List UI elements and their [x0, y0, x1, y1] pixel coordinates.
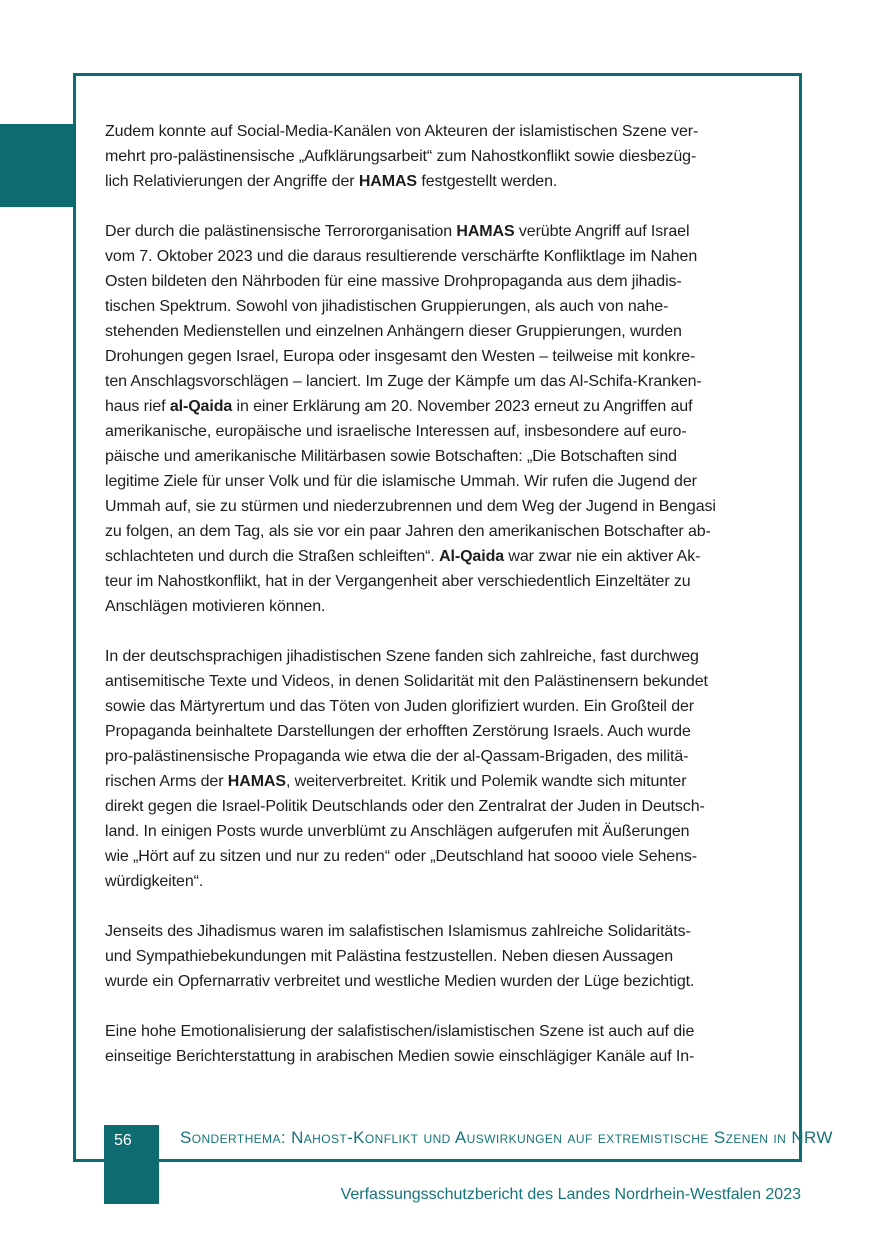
text-line: stehenden Medienstellen und einzelnen Anhängern dieser Gruppierungen, wurden — [105, 323, 682, 340]
text-line: sowie das Märtyrertum und das Töten von Juden glorifiziert wurden. Ein Großteil der — [105, 698, 695, 715]
text-line: amerikanische, europäische und israelische Interessen auf, insbesondere auf euro- — [105, 423, 687, 440]
text-line: In der deutschsprachigen jihadistischen Szene fanden sich zahlreiche, fast durchweg — [105, 648, 699, 665]
text-line: antisemitische Texte und Videos, in denen Solidarität mit den Palästinensern bekundet — [105, 673, 708, 690]
text-line: direkt gegen die Israel-Politik Deutschlands oder den Zentralrat der Juden in Deutsch- — [105, 798, 705, 815]
text-line: Zudem konnte auf Social-Media-Kanälen von Akteuren der islamistischen Szene ver- — [105, 123, 699, 140]
text-line: Ummah auf, sie zu stürmen und niederzubrennen und dem Weg der Jugend in Bengasi — [105, 498, 716, 515]
paragraph — [105, 919, 781, 994]
page-number-box — [104, 1125, 159, 1204]
paragraph — [105, 644, 781, 894]
text-line: land. In einigen Posts wurde unverblümt zu Anschlägen aufgerufen mit Äußerungen — [105, 823, 690, 840]
text-line: teur im Nahostkonflikt, hat in der Vergangenheit aber verschiedentlich Einzeltäter zu — [105, 573, 691, 590]
page-number: 56 — [114, 1132, 132, 1149]
text-line: Der durch die palästinensische Terrororganisation HAMAS verübte Angriff auf Israel — [105, 223, 690, 240]
text-line: ten Anschlagsvorschlägen – lanciert. Im Zuge der Kämpfe um das Al-Schifa-Kranken- — [105, 373, 702, 390]
text-line: zu folgen, an dem Tag, als sie vor ein paar Jahren den amerikanischen Botschafter ab- — [105, 523, 711, 540]
text-line: Drohungen gegen Israel, Europa oder insgesamt den Westen – teilweise mit konkre- — [105, 348, 696, 365]
text-line: Propaganda beinhaltete Darstellungen der erhofften Zerstörung Israels. Auch wurde — [105, 723, 691, 740]
chapter-side-tab — [0, 124, 74, 207]
text-line: legitime Ziele für unser Volk und für die islamische Ummah. Wir rufen die Jugend der — [105, 473, 697, 490]
text-line: rischen Arms der HAMAS, weiterverbreitet. Kritik und Polemik wandte sich mitunter — [105, 773, 687, 790]
text-line: pro-palästinensische Propaganda wie etwa die der al-Qassam-Brigaden, des militä- — [105, 748, 689, 765]
body-text — [105, 119, 781, 1069]
text-line: haus rief al-Qaida in einer Erklärung am 20. November 2023 erneut zu Angriffen auf — [105, 398, 693, 415]
text-line: vom 7. Oktober 2023 und die daraus resultierende verschärfte Konfliktlage im Nahen — [105, 248, 698, 265]
text-line: lich Relativierungen der Angriffe der HAMAS festgestellt werden. — [105, 173, 558, 190]
text-line: schlachteten und durch die Straßen schleiften“. Al-Qaida war zwar nie ein aktiver Ak- — [105, 548, 701, 565]
text-line: päische und amerikanische Militärbasen sowie Botschaften: „Die Botschaften sind — [105, 448, 677, 465]
footer-report-title: Verfassungsschutzbericht des Landes Nordrhein-Westfalen 2023 — [340, 1186, 801, 1203]
text-line: tischen Spektrum. Sowohl von jihadistischen Gruppierungen, als auch von nahe- — [105, 298, 669, 315]
text-line: würdigkeiten“. — [105, 873, 204, 890]
footer-section-title: Sonderthema: Nahost-Konflikt und Auswirkungen auf extremistische Szenen in NRW — [180, 1128, 833, 1147]
text-line: einseitige Berichterstattung in arabischen Medien sowie einschlägiger Kanäle auf In- — [105, 1048, 695, 1065]
text-line: Eine hohe Emotionalisierung der salafistischen/islamistischen Szene ist auch auf die — [105, 1023, 695, 1040]
text-line: Anschlägen motivieren können. — [105, 598, 326, 615]
text-line: mehrt pro-palästinensische „Aufklärungsarbeit“ zum Nahostkonflikt sowie diesbezüg- — [105, 148, 697, 165]
text-line: Jenseits des Jihadismus waren im salafistischen Islamismus zahlreiche Solidaritäts- — [105, 923, 691, 940]
paragraph — [105, 1019, 781, 1069]
text-line: wurde ein Opfernarrativ verbreitet und westliche Medien wurden der Lüge bezichtigt. — [105, 973, 695, 990]
text-line: und Sympathiebekundungen mit Palästina festzustellen. Neben diesen Aussagen — [105, 948, 674, 965]
text-line: Osten bildeten den Nährboden für eine massive Drohpropaganda aus dem jihadis- — [105, 273, 682, 290]
text-line: wie „Hört auf zu sitzen und nur zu reden“ oder „Deutschland hat soooo viele Sehens- — [105, 848, 698, 865]
paragraph — [105, 119, 781, 194]
paragraph — [105, 219, 781, 619]
